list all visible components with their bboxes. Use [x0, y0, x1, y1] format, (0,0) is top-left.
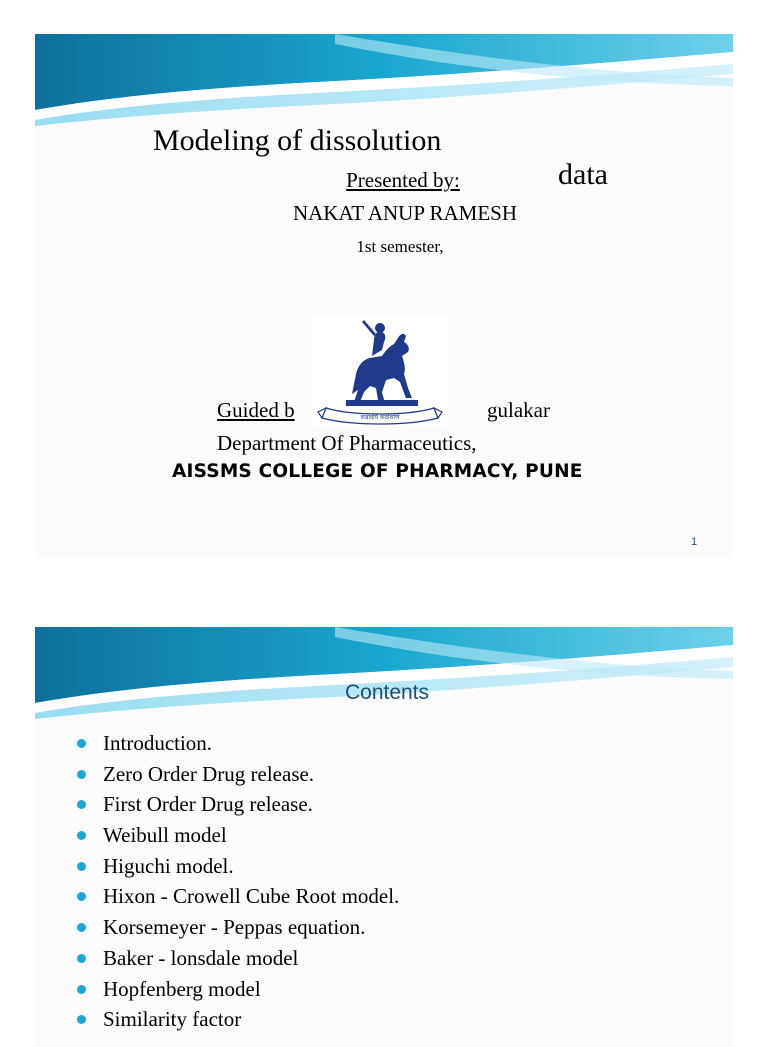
- semester-label: 1st semester,: [356, 237, 444, 256]
- list-item: Weibull model: [77, 820, 399, 851]
- list-item: Higuchi model.: [77, 851, 399, 882]
- title-part-1: Modeling of dissolution: [153, 124, 442, 157]
- guided-by-label: Guided b: [217, 398, 295, 422]
- college-name: AISSMS COLLEGE OF PHARMACY, PUNE: [172, 461, 583, 482]
- list-item: Similarity factor: [77, 1004, 399, 1035]
- list-item: Introduction.: [77, 728, 399, 759]
- bullet-icon: [77, 862, 86, 871]
- logo-motto: वज्रादपि कठोराणि: [360, 414, 400, 421]
- bullet-icon: [77, 800, 86, 809]
- bullet-icon: [77, 739, 86, 748]
- bullet-icon: [77, 923, 86, 932]
- bullet-icon: [77, 1015, 86, 1024]
- list-item: Hopfenberg model: [77, 974, 399, 1005]
- contents-heading: Contents: [344, 681, 430, 704]
- list-item: Hixon - Crowell Cube Root model.: [77, 881, 399, 912]
- college-logo-icon: [312, 316, 448, 426]
- bullet-icon: [77, 892, 86, 901]
- bullet-icon: [77, 770, 86, 779]
- list-item: Korsemeyer - Peppas equation.: [77, 912, 399, 943]
- guide-name: gulakar: [487, 398, 550, 422]
- presented-by-label: Presented by:: [346, 168, 460, 192]
- bullet-icon: [77, 954, 86, 963]
- list-item: First Order Drug release.: [77, 789, 399, 820]
- bullet-icon: [77, 831, 86, 840]
- title-part-2: data: [558, 158, 608, 191]
- contents-list: [77, 728, 399, 1035]
- page-number: 1: [691, 536, 698, 548]
- list-item: Baker - lonsdale model: [77, 943, 399, 974]
- presenter-name: NAKAT ANUP RAMESH: [292, 201, 518, 225]
- slide-1: [35, 34, 733, 558]
- department-label: Department Of Pharmaceutics,: [217, 431, 477, 455]
- bullet-icon: [77, 985, 86, 994]
- list-item: Zero Order Drug release.: [77, 759, 399, 790]
- slide-2: [35, 627, 733, 1047]
